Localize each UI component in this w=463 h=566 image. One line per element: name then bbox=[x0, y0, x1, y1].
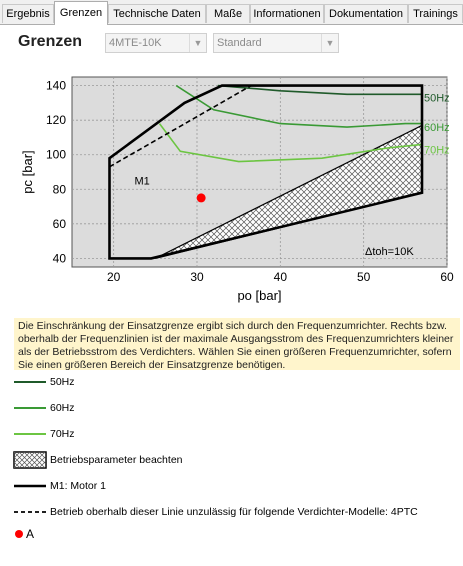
chevron-down-icon: ▼ bbox=[321, 34, 338, 52]
legend-line-50hz bbox=[12, 372, 48, 392]
legend-label-a: A bbox=[26, 527, 35, 541]
legend-item-60hz bbox=[10, 398, 460, 418]
y-tick-label: 40 bbox=[52, 251, 66, 266]
legend-line-m1 bbox=[12, 476, 48, 496]
legend-item-50hz bbox=[10, 372, 460, 392]
legend-item-m1 bbox=[10, 476, 460, 496]
legend-label-60hz: 60Hz bbox=[50, 402, 75, 414]
limits-chart bbox=[10, 72, 460, 314]
operating-point-a bbox=[197, 193, 206, 202]
curve-label-70hz: 70Hz bbox=[424, 144, 450, 157]
mode-select-value: Standard bbox=[217, 37, 262, 49]
y-tick-label: 120 bbox=[45, 113, 66, 128]
curve-label-50hz: 50Hz bbox=[424, 92, 450, 105]
x-tick-label: 50 bbox=[356, 270, 371, 284]
tab-trainings[interactable]: Trainings bbox=[408, 4, 463, 23]
tab-masse[interactable]: Maße bbox=[206, 4, 250, 23]
legend-label-70hz: 70Hz bbox=[50, 428, 75, 440]
legend-item-a bbox=[10, 524, 460, 544]
tab-technische-daten[interactable]: Technische Daten bbox=[108, 4, 206, 23]
y-tick-label: 140 bbox=[45, 78, 66, 93]
legend-label-hatch: Betriebsparameter beachten bbox=[50, 454, 183, 466]
delta-toh-annotation: Δtoh=10K bbox=[365, 245, 414, 258]
tab-grenzen[interactable]: Grenzen bbox=[54, 1, 108, 25]
legend-line-70hz bbox=[12, 424, 48, 444]
info-text: Die Einschränkung der Einsatzgrenze ergibt sich durch den Frequenzumrichter. Rechts bzw. oberhalb der Frequenzlinien ist der maximale Ausgangsstrom des Frequenzumrichters kleiner als der Betriebsstrom des Verdichters. Wählen Sie einen größeren Frequenzumrichter, sofern Sie einen größeren Bereich der Einsatzgrenze benötigen. bbox=[14, 318, 460, 370]
legend-item-hatch bbox=[10, 450, 460, 470]
x-tick-label: 20 bbox=[106, 270, 121, 284]
x-tick-label: 60 bbox=[440, 270, 454, 284]
chevron-down-icon: ▼ bbox=[189, 34, 206, 52]
model-select[interactable] bbox=[105, 33, 207, 53]
page-title: Grenzen bbox=[18, 33, 83, 50]
model-select-value: 4MTE-10K bbox=[109, 37, 162, 49]
tab-dokumentation[interactable]: Dokumentation bbox=[324, 4, 408, 23]
curve-label-60hz: 60Hz bbox=[424, 122, 450, 135]
legend-hatch-swatch bbox=[12, 450, 48, 470]
y-axis-label: pc [bar] bbox=[20, 150, 35, 194]
legend-line-4ptc bbox=[12, 502, 48, 522]
legend-line-60hz bbox=[12, 398, 48, 418]
legend-label-m1: M1: Motor 1 bbox=[50, 480, 107, 492]
x-tick-label: 30 bbox=[190, 270, 204, 284]
legend-label-50hz: 50Hz bbox=[50, 376, 75, 388]
x-axis-label: po [bar] bbox=[237, 288, 282, 303]
mode-select[interactable] bbox=[213, 33, 339, 53]
y-tick-label: 100 bbox=[45, 147, 66, 162]
y-tick-label: 80 bbox=[52, 182, 66, 197]
limits-chart-svg bbox=[10, 72, 460, 314]
legend-item-70hz bbox=[10, 424, 460, 444]
tab-bar bbox=[0, 0, 463, 25]
tab-informationen[interactable]: Informationen bbox=[250, 4, 324, 23]
x-tick-label: 40 bbox=[273, 270, 288, 284]
legend-item-4ptc bbox=[10, 502, 460, 522]
y-tick-label: 60 bbox=[52, 216, 66, 231]
tab-ergebnis[interactable]: Ergebnis bbox=[2, 4, 54, 23]
legend-label-4ptc: Betrieb oberhalb dieser Linie unzulässig für folgende Verdichter-Modelle: 4PTC bbox=[50, 506, 418, 518]
curve-label-m1: M1 bbox=[134, 175, 150, 188]
